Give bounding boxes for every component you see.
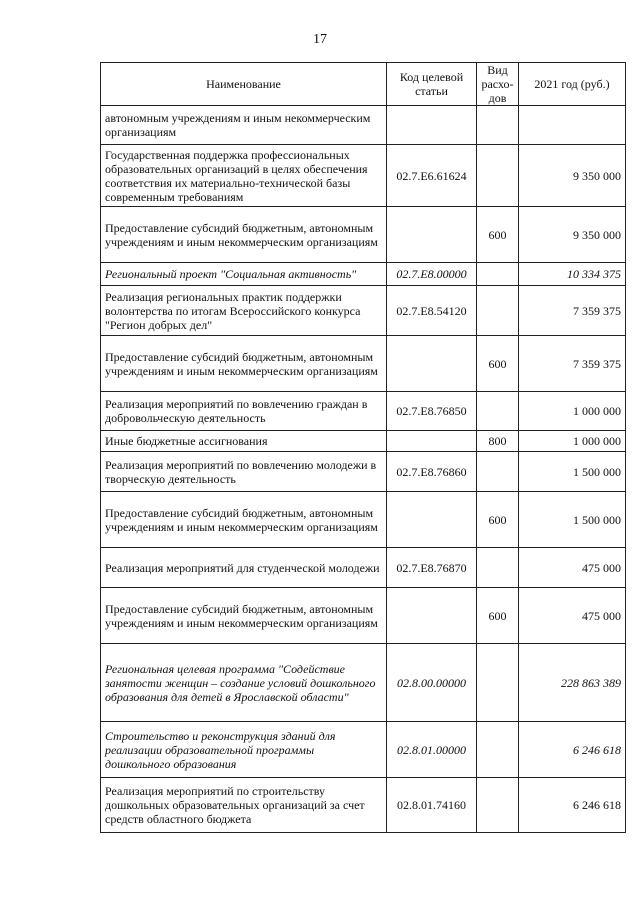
table-row [101, 336, 626, 392]
row-amount-cell: 10 334 375 [519, 263, 626, 286]
row-code-cell [387, 336, 477, 392]
row-code-cell [387, 492, 477, 548]
row-name-cell: Реализация мероприятий по вовлечению граждан в добровольческую деятельность [101, 392, 387, 431]
row-kind-cell [477, 106, 519, 145]
row-name-cell: Предоставление субсидий бюджетным, автономным учреждениям и иным некоммерческим организациям [101, 336, 387, 392]
row-kind-cell: 600 [477, 492, 519, 548]
row-name-cell: Региональная целевая программа "Содействие занятости женщин – создание условий дошкольного образования для детей в Ярославской области" [101, 644, 387, 722]
row-code-cell: 02.8.01.00000 [387, 722, 477, 778]
row-amount-cell: 1 500 000 [519, 492, 626, 548]
table-row [101, 106, 626, 145]
table-row [101, 263, 626, 286]
row-name-cell: Предоставление субсидий бюджетным, автономным учреждениям и иным некоммерческим организациям [101, 492, 387, 548]
row-code-cell [387, 588, 477, 644]
row-amount-cell: 475 000 [519, 548, 626, 588]
row-name-cell: Предоставление субсидий бюджетным, автономным учреждениям и иным некоммерческим организациям [101, 207, 387, 263]
table-row [101, 722, 626, 778]
row-kind-cell: 600 [477, 588, 519, 644]
row-kind-cell: 800 [477, 431, 519, 452]
row-code-cell: 02.7.E6.61624 [387, 145, 477, 207]
table-row [101, 548, 626, 588]
row-amount-cell: 475 000 [519, 588, 626, 644]
row-name-cell: Иные бюджетные ассигнования [101, 431, 387, 452]
table-row [101, 207, 626, 263]
header-name: Наименование [101, 63, 387, 106]
row-code-cell: 02.7.E8.76870 [387, 548, 477, 588]
row-code-cell: 02.8.01.74160 [387, 778, 477, 833]
table-row [101, 145, 626, 207]
row-amount-cell: 1 000 000 [519, 431, 626, 452]
row-kind-cell: 600 [477, 207, 519, 263]
row-name-cell: Предоставление субсидий бюджетным, автономным учреждениям и иным некоммерческим организациям [101, 588, 387, 644]
row-code-cell: 02.7.E8.00000 [387, 263, 477, 286]
row-name-cell: Реализация мероприятий по вовлечению молодежи в творческую деятельность [101, 452, 387, 492]
row-kind-cell: 600 [477, 336, 519, 392]
row-amount-cell [519, 106, 626, 145]
row-amount-cell: 1 000 000 [519, 392, 626, 431]
row-name-cell: Государственная поддержка профессиональных образовательных организаций в целях обеспечения соответствия их материально-технической базы современным требованиям [101, 145, 387, 207]
row-name-cell: Реализация региональных практик поддержки волонтерства по итогам Всероссийского конкурса "Регион добрых дел" [101, 286, 387, 336]
table-row [101, 431, 626, 452]
row-kind-cell [477, 644, 519, 722]
row-code-cell: 02.8.00.00000 [387, 644, 477, 722]
header-row [101, 63, 626, 106]
row-amount-cell: 6 246 618 [519, 778, 626, 833]
table-body [101, 106, 626, 833]
table-row [101, 492, 626, 548]
budget-table [100, 62, 626, 833]
table-row [101, 392, 626, 431]
row-code-cell [387, 431, 477, 452]
row-kind-cell [477, 548, 519, 588]
row-amount-cell: 1 500 000 [519, 452, 626, 492]
row-name-cell: Реализация мероприятий для студенческой молодежи [101, 548, 387, 588]
row-code-cell: 02.7.E8.76850 [387, 392, 477, 431]
table-row [101, 588, 626, 644]
header-amount: 2021 год (руб.) [519, 63, 626, 106]
table-row [101, 644, 626, 722]
row-kind-cell [477, 145, 519, 207]
row-name-cell: автономным учреждениям и иным некоммерческим организациям [101, 106, 387, 145]
row-code-cell: 02.7.E8.76860 [387, 452, 477, 492]
table-row [101, 452, 626, 492]
row-kind-cell [477, 392, 519, 431]
row-amount-cell: 7 359 375 [519, 286, 626, 336]
row-kind-cell [477, 263, 519, 286]
page-number: 17 [313, 32, 327, 47]
row-amount-cell: 9 350 000 [519, 145, 626, 207]
row-kind-cell [477, 778, 519, 833]
row-kind-cell [477, 452, 519, 492]
row-kind-cell [477, 722, 519, 778]
header-kind: Вид расхо- дов [477, 63, 519, 106]
row-amount-cell: 7 359 375 [519, 336, 626, 392]
table-row [101, 286, 626, 336]
row-name-cell: Строительство и реконструкция зданий для реализации образовательной программы дошкольного образования [101, 722, 387, 778]
row-name-cell: Региональный проект "Социальная активность" [101, 263, 387, 286]
row-amount-cell: 6 246 618 [519, 722, 626, 778]
row-name-cell: Реализация мероприятий по строительству дошкольных образовательных организаций за счет средств областного бюджета [101, 778, 387, 833]
header-code: Код целевой статьи [387, 63, 477, 106]
row-amount-cell: 9 350 000 [519, 207, 626, 263]
row-code-cell [387, 207, 477, 263]
row-amount-cell: 228 863 389 [519, 644, 626, 722]
row-kind-cell [477, 286, 519, 336]
table-row [101, 778, 626, 833]
row-code-cell [387, 106, 477, 145]
row-code-cell: 02.7.E8.54120 [387, 286, 477, 336]
